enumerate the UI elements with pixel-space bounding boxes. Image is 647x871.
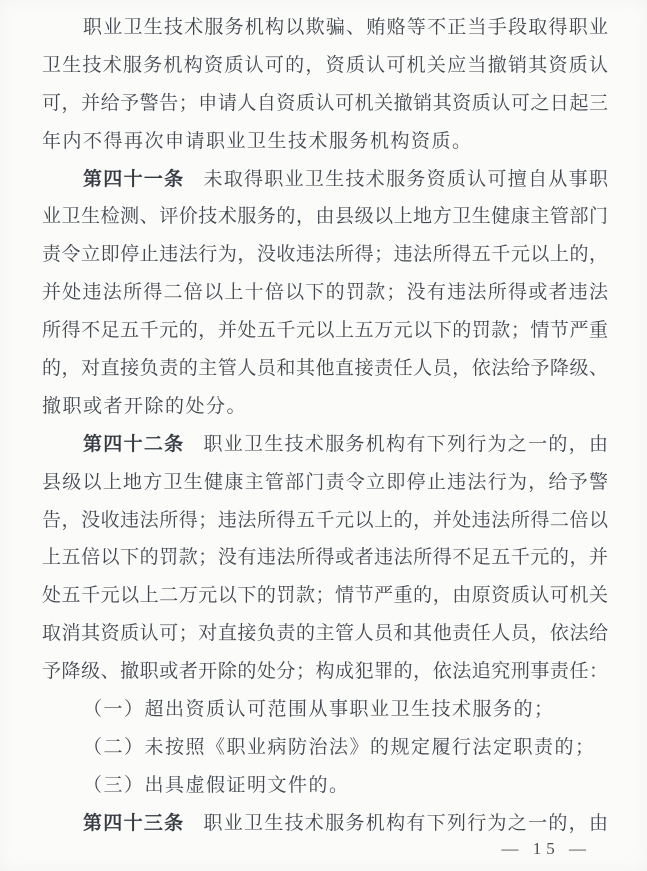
document-line: 年内不得再次申请职业卫生技术服务机构资质。 [42, 130, 473, 152]
article-heading-line [42, 805, 608, 843]
document-line: （三）出具虚假证明文件的。 [83, 774, 350, 796]
line-text: 未取得职业卫生技术服务资质认可擅自从事职 [203, 168, 608, 190]
document-body [42, 9, 608, 843]
document-line: 业卫生检测、评价技术服务的，由县级以上地方卫生健康主管部门 [42, 206, 608, 228]
page-number: — 15 — [501, 839, 591, 858]
document-line: 撤职或者开除的处分。 [42, 395, 248, 417]
document-line: 可，并给予警告；申请人自资质认可机关撤销其资质认可之日起三 [42, 92, 608, 114]
document-line: 取消其资质认可；对直接负责的主管人员和其他责任人员，依法给 [42, 623, 608, 645]
document-line: 职业卫生技术服务机构以欺骗、贿赂等不正当手段取得职业 [83, 17, 608, 38]
document-line: 责令立即停止违法行为，没收违法所得；违法所得五千元以上的， [42, 244, 608, 266]
article-number-heading: 第四十二条 [83, 433, 185, 455]
article-heading-line [42, 161, 608, 199]
document-line: 予降级、撤职或者开除的处分；构成犯罪的，依法追究刑事责任： [42, 661, 608, 683]
document-line: 所得不足五千元的，并处五千元以上五万元以下的罚款；情节严重 [42, 320, 608, 342]
document-line: 上五倍以下的罚款；没有违法所得或者违法所得不足五千元的，并 [42, 547, 608, 569]
document-line: 并处违法所得二倍以上十倍以下的罚款；没有违法所得或者违法 [42, 282, 608, 304]
article-heading-line [42, 426, 608, 464]
line-text: 职业卫生技术服务机构有下列行为之一的，由 [203, 812, 608, 834]
article-number-heading: 第四十三条 [83, 812, 185, 834]
document-line: 县级以上地方卫生健康主管部门责令立即停止违法行为，给予警 [42, 471, 608, 493]
document-line: 的，对直接负责的主管人员和其他直接责任人员，依法给予降级、 [42, 358, 608, 380]
document-line: （一）超出资质认可范围从事职业卫生技术服务的； [83, 699, 555, 721]
document-line: 卫生技术服务机构资质认可的，资质认可机关应当撤销其资质认 [42, 54, 608, 76]
line-text: 职业卫生技术服务机构有下列行为之一的，由 [203, 433, 608, 455]
article-number-heading: 第四十一条 [83, 168, 185, 190]
document-line: 处五千元以上二万元以下的罚款；情节严重的，由原资质认可机关 [42, 585, 608, 607]
document-line: （二）未按照《职业病防治法》的规定履行法定职责的； [83, 736, 596, 758]
document-line: 告，没收违法所得；违法所得五千元以上的，并处违法所得二倍以 [42, 509, 608, 531]
